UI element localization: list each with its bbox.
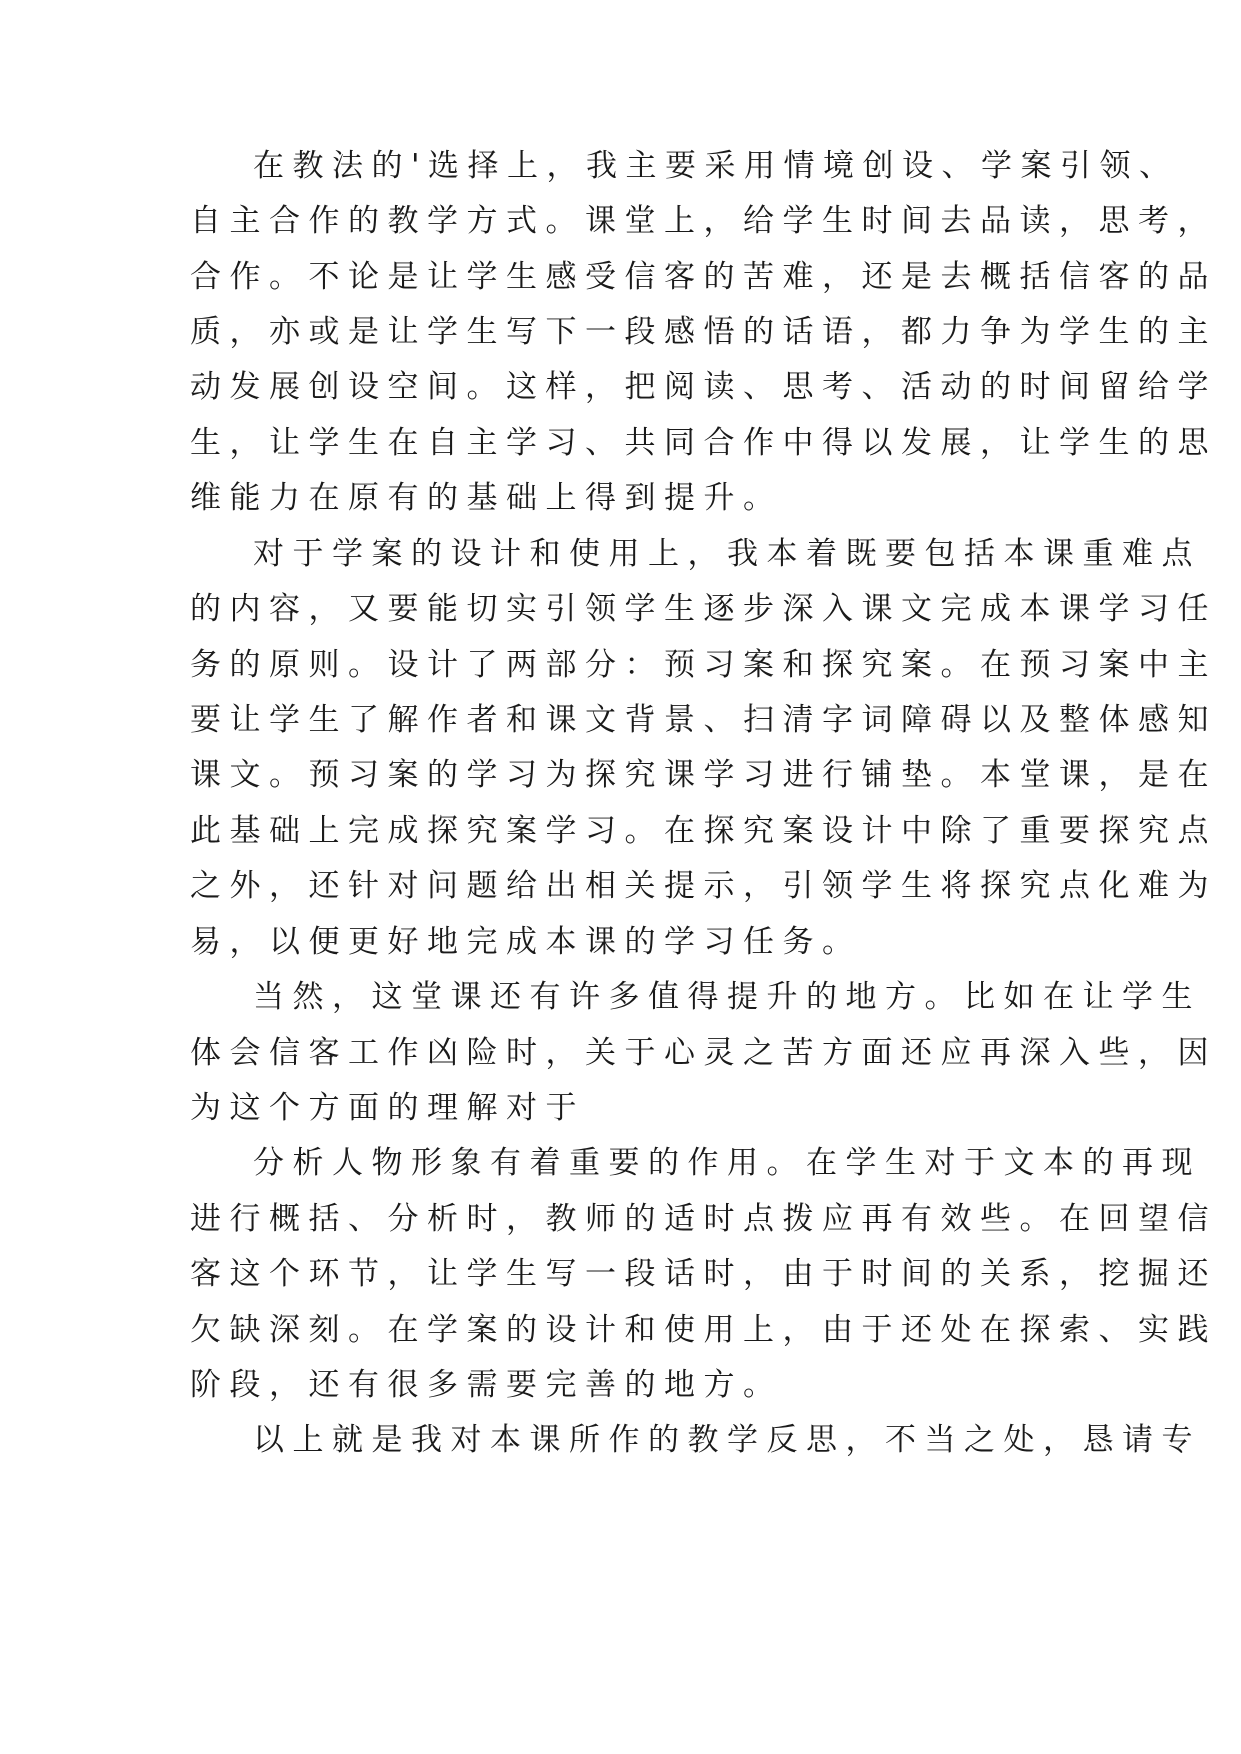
- paragraph-2-line-1: 对于学案的设计和使用上，我本着既要包括本课重难点: [253, 536, 1201, 572]
- paragraph-2-line-5: 课文。预习案的学习为探究课学习进行铺垫。本堂课，是在: [190, 757, 1217, 793]
- paragraph-4-line-3: 客这个环节，让学生写一段话时，由于时间的关系，挖掘还: [190, 1256, 1217, 1292]
- paragraph-2-line-4: 要让学生了解作者和课文背景、扫清字词障碍以及整体感知: [190, 702, 1217, 738]
- paragraph-4-line-1: 分析人物形象有着重要的作用。在学生对于文本的再现: [253, 1145, 1201, 1181]
- paragraph-3-line-2: 体会信客工作凶险时，关于心灵之苦方面还应再深入些，因: [190, 1035, 1217, 1071]
- paragraph-1-line-3: 合作。不论是让学生感受信客的苦难，还是去概括信客的品: [190, 259, 1217, 295]
- paragraph-1-line-4: 质，亦或是让学生写下一段感悟的话语，都力争为学生的主: [190, 314, 1217, 350]
- paragraph-4-line-2: 进行概括、分析时，教师的适时点拨应再有效些。在回望信: [190, 1201, 1217, 1237]
- paragraph-2-line-2: 的内容，又要能切实引领学生逐步深入课文完成本课学习任: [190, 591, 1217, 627]
- paragraph-1-line-2: 自主合作的教学方式。课堂上，给学生时间去品读，思考，: [190, 203, 1217, 239]
- paragraph-2-line-3: 务的原则。设计了两部分：预习案和探究案。在预习案中主: [190, 647, 1217, 683]
- paragraph-5-line-1: 以上就是我对本课所作的教学反思，不当之处，恳请专: [253, 1422, 1201, 1458]
- paragraph-1-line-1: 在教法的'选择上，我主要采用情境创设、学案引领、: [253, 148, 1179, 184]
- paragraph-4-line-4: 欠缺深刻。在学案的设计和使用上，由于还处在探索、实践: [190, 1312, 1217, 1348]
- paragraph-2-line-7: 之外，还针对问题给出相关提示，引领学生将探究点化难为: [190, 868, 1217, 904]
- paragraph-1-line-6: 生，让学生在自主学习、共同合作中得以发展，让学生的思: [190, 425, 1217, 461]
- paragraph-3-line-3: 为这个方面的理解对于: [190, 1090, 585, 1126]
- paragraph-1-line-7: 维能力在原有的基础上得到提升。: [190, 480, 783, 516]
- paragraph-2-line-6: 此基础上完成探究案学习。在探究案设计中除了重要探究点: [190, 813, 1217, 849]
- paragraph-1-line-5: 动发展创设空间。这样，把阅读、思考、活动的时间留给学: [190, 369, 1217, 405]
- paragraph-3-line-1: 当然，这堂课还有许多值得提升的地方。比如在让学生: [253, 979, 1201, 1015]
- paragraph-2-line-8: 易，以便更好地完成本课的学习任务。: [190, 924, 862, 960]
- paragraph-4-line-5: 阶段，还有很多需要完善的地方。: [190, 1367, 783, 1403]
